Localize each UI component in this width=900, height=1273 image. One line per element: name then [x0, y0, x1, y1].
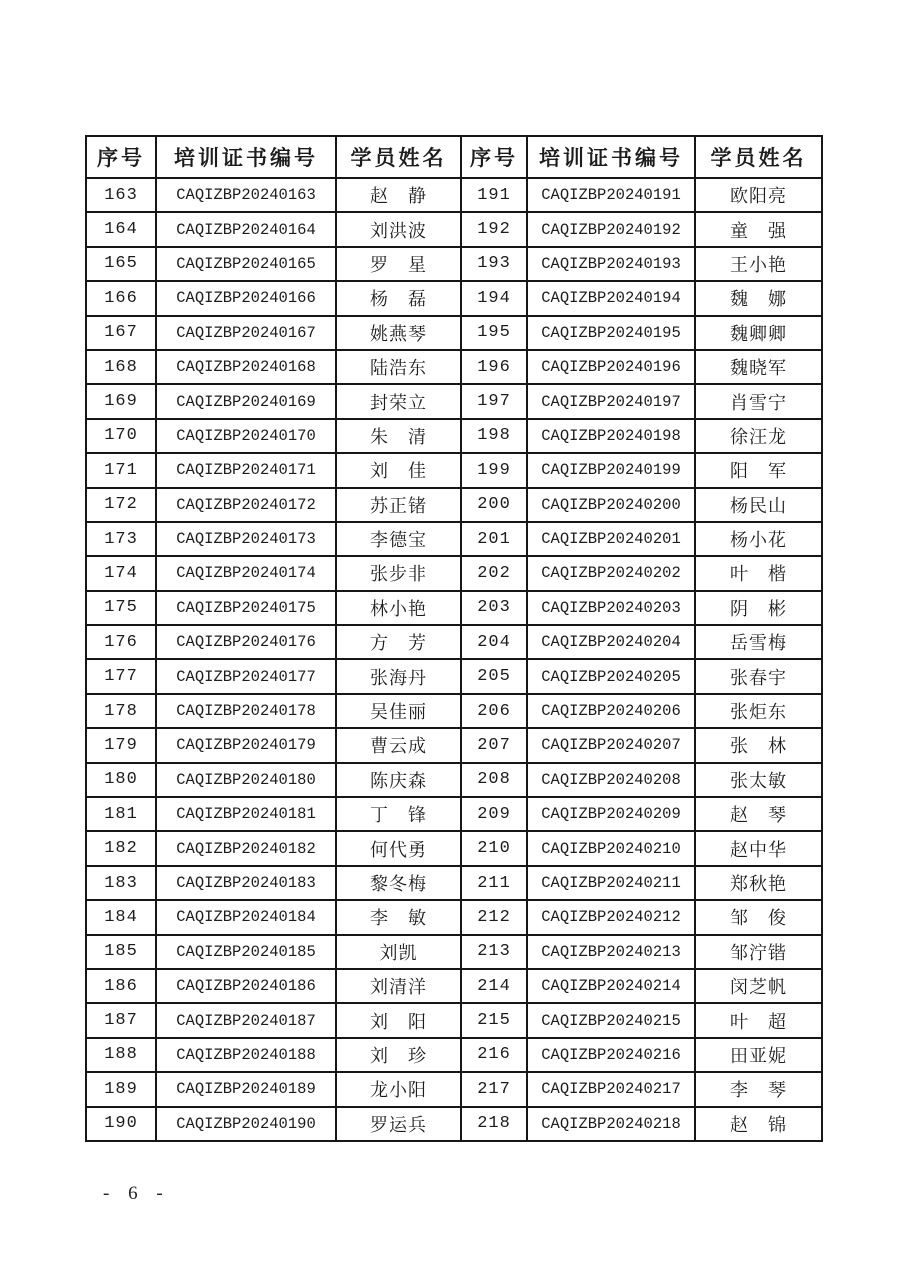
serial-cell-right: 211 — [461, 866, 527, 900]
serial-cell-right: 200 — [461, 488, 527, 522]
certificate-cell-right: CAQIZBP20240205 — [527, 659, 695, 693]
certificate-cell-right: CAQIZBP20240208 — [527, 763, 695, 797]
serial-cell-right: 213 — [461, 935, 527, 969]
serial-cell-right: 195 — [461, 316, 527, 350]
name-cell-left: 龙小阳 — [336, 1072, 461, 1106]
certificate-cell-left: CAQIZBP20240180 — [156, 763, 336, 797]
certificate-cell-right: CAQIZBP20240192 — [527, 212, 695, 246]
table-row — [86, 281, 822, 315]
table-header — [86, 136, 822, 178]
name-cell-right: 岳雪梅 — [695, 625, 822, 659]
name-cell-left: 刘凯 — [336, 935, 461, 969]
certificate-cell-left: CAQIZBP20240166 — [156, 281, 336, 315]
serial-cell-right: 212 — [461, 900, 527, 934]
table-row — [86, 763, 822, 797]
table-row — [86, 591, 822, 625]
certificate-cell-left: CAQIZBP20240182 — [156, 831, 336, 865]
certificate-cell-right: CAQIZBP20240210 — [527, 831, 695, 865]
table-row — [86, 247, 822, 281]
serial-cell-left: 165 — [86, 247, 156, 281]
certificate-cell-right: CAQIZBP20240195 — [527, 316, 695, 350]
certificate-cell-right: CAQIZBP20240203 — [527, 591, 695, 625]
serial-cell-right: 204 — [461, 625, 527, 659]
name-cell-left: 何代勇 — [336, 831, 461, 865]
name-cell-left: 李德宝 — [336, 522, 461, 556]
name-cell-right: 张 林 — [695, 728, 822, 762]
name-cell-right: 叶 超 — [695, 1003, 822, 1037]
name-cell-right: 王小艳 — [695, 247, 822, 281]
serial-cell-left: 179 — [86, 728, 156, 762]
name-cell-right: 魏晓军 — [695, 350, 822, 384]
certificate-cell-left: CAQIZBP20240183 — [156, 866, 336, 900]
table-row — [86, 488, 822, 522]
table-row — [86, 1072, 822, 1106]
serial-cell-right: 217 — [461, 1072, 527, 1106]
certificate-cell-left: CAQIZBP20240167 — [156, 316, 336, 350]
name-cell-right: 徐汪龙 — [695, 419, 822, 453]
certificate-cell-right: CAQIZBP20240197 — [527, 384, 695, 418]
table-row — [86, 453, 822, 487]
table-row — [86, 212, 822, 246]
name-cell-left: 陈庆森 — [336, 763, 461, 797]
name-cell-left: 赵 静 — [336, 178, 461, 212]
table-row — [86, 866, 822, 900]
serial-cell-right: 214 — [461, 969, 527, 1003]
certificate-cell-right: CAQIZBP20240200 — [527, 488, 695, 522]
table-row — [86, 316, 822, 350]
name-cell-left: 曹云成 — [336, 728, 461, 762]
certificate-cell-right: CAQIZBP20240213 — [527, 935, 695, 969]
name-cell-left: 黎冬梅 — [336, 866, 461, 900]
certificate-cell-right: CAQIZBP20240216 — [527, 1038, 695, 1072]
serial-cell-right: 201 — [461, 522, 527, 556]
certificate-cell-left: CAQIZBP20240186 — [156, 969, 336, 1003]
certificate-cell-left: CAQIZBP20240187 — [156, 1003, 336, 1037]
serial-cell-left: 167 — [86, 316, 156, 350]
certificate-cell-right: CAQIZBP20240211 — [527, 866, 695, 900]
certificate-cell-left: CAQIZBP20240190 — [156, 1107, 336, 1141]
serial-cell-right: 207 — [461, 728, 527, 762]
serial-cell-left: 185 — [86, 935, 156, 969]
table-row — [86, 625, 822, 659]
table-row — [86, 797, 822, 831]
serial-cell-right: 198 — [461, 419, 527, 453]
serial-cell-right: 210 — [461, 831, 527, 865]
serial-cell-left: 170 — [86, 419, 156, 453]
certificate-cell-left: CAQIZBP20240178 — [156, 694, 336, 728]
serial-cell-right: 216 — [461, 1038, 527, 1072]
name-cell-left: 刘清洋 — [336, 969, 461, 1003]
certificate-cell-right: CAQIZBP20240214 — [527, 969, 695, 1003]
serial-cell-right: 202 — [461, 556, 527, 590]
certificate-cell-left: CAQIZBP20240185 — [156, 935, 336, 969]
certificate-cell-right: CAQIZBP20240196 — [527, 350, 695, 384]
serial-cell-left: 184 — [86, 900, 156, 934]
table-row — [86, 522, 822, 556]
name-cell-left: 丁 锋 — [336, 797, 461, 831]
certificate-cell-left: CAQIZBP20240163 — [156, 178, 336, 212]
name-cell-right: 张炬东 — [695, 694, 822, 728]
header-certificate-left: 培训证书编号 — [156, 136, 336, 178]
table-row — [86, 350, 822, 384]
table-row — [86, 659, 822, 693]
serial-cell-left: 164 — [86, 212, 156, 246]
certificate-cell-left: CAQIZBP20240189 — [156, 1072, 336, 1106]
serial-cell-right: 193 — [461, 247, 527, 281]
name-cell-left: 苏正锗 — [336, 488, 461, 522]
table-row — [86, 178, 822, 212]
name-cell-right: 欧阳亮 — [695, 178, 822, 212]
name-cell-right: 赵 琴 — [695, 797, 822, 831]
name-cell-left: 李 敏 — [336, 900, 461, 934]
certificate-cell-right: CAQIZBP20240199 — [527, 453, 695, 487]
certificate-cell-left: CAQIZBP20240184 — [156, 900, 336, 934]
certificate-cell-right: CAQIZBP20240209 — [527, 797, 695, 831]
serial-cell-left: 190 — [86, 1107, 156, 1141]
serial-cell-left: 187 — [86, 1003, 156, 1037]
certificate-cell-left: CAQIZBP20240172 — [156, 488, 336, 522]
serial-cell-left: 172 — [86, 488, 156, 522]
name-cell-right: 阳 军 — [695, 453, 822, 487]
header-row — [86, 136, 822, 178]
certificate-cell-left: CAQIZBP20240188 — [156, 1038, 336, 1072]
serial-cell-left: 169 — [86, 384, 156, 418]
header-serial-right: 序号 — [461, 136, 527, 178]
certificate-cell-right: CAQIZBP20240191 — [527, 178, 695, 212]
serial-cell-right: 191 — [461, 178, 527, 212]
serial-cell-right: 206 — [461, 694, 527, 728]
name-cell-left: 刘 佳 — [336, 453, 461, 487]
serial-cell-right: 196 — [461, 350, 527, 384]
serial-cell-left: 166 — [86, 281, 156, 315]
certificate-cell-left: CAQIZBP20240177 — [156, 659, 336, 693]
serial-cell-left: 182 — [86, 831, 156, 865]
table-row — [86, 969, 822, 1003]
certificate-cell-left: CAQIZBP20240171 — [156, 453, 336, 487]
serial-cell-right: 205 — [461, 659, 527, 693]
certificate-cell-right: CAQIZBP20240204 — [527, 625, 695, 659]
name-cell-right: 阴 彬 — [695, 591, 822, 625]
certificate-cell-right: CAQIZBP20240193 — [527, 247, 695, 281]
table-row — [86, 1107, 822, 1141]
name-cell-right: 魏卿卿 — [695, 316, 822, 350]
serial-cell-left: 181 — [86, 797, 156, 831]
name-cell-left: 封荣立 — [336, 384, 461, 418]
name-cell-left: 林小艳 — [336, 591, 461, 625]
certificate-cell-left: CAQIZBP20240176 — [156, 625, 336, 659]
certificate-cell-right: CAQIZBP20240198 — [527, 419, 695, 453]
name-cell-left: 刘洪波 — [336, 212, 461, 246]
certificate-table — [85, 135, 823, 1142]
name-cell-right: 童 强 — [695, 212, 822, 246]
serial-cell-right: 194 — [461, 281, 527, 315]
table-row — [86, 419, 822, 453]
table-row — [86, 728, 822, 762]
name-cell-left: 陆浩东 — [336, 350, 461, 384]
name-cell-right: 叶 楷 — [695, 556, 822, 590]
name-cell-left: 刘 阳 — [336, 1003, 461, 1037]
serial-cell-left: 183 — [86, 866, 156, 900]
serial-cell-right: 218 — [461, 1107, 527, 1141]
certificate-cell-right: CAQIZBP20240212 — [527, 900, 695, 934]
serial-cell-left: 171 — [86, 453, 156, 487]
table-row — [86, 556, 822, 590]
certificate-cell-left: CAQIZBP20240173 — [156, 522, 336, 556]
header-serial-left: 序号 — [86, 136, 156, 178]
name-cell-right: 邹泞锴 — [695, 935, 822, 969]
name-cell-right: 邹 俊 — [695, 900, 822, 934]
certificate-table-container — [85, 135, 821, 1142]
page-number: - 6 - — [103, 1183, 170, 1204]
certificate-cell-right: CAQIZBP20240215 — [527, 1003, 695, 1037]
serial-cell-right: 192 — [461, 212, 527, 246]
serial-cell-left: 186 — [86, 969, 156, 1003]
certificate-cell-right: CAQIZBP20240206 — [527, 694, 695, 728]
table-row — [86, 831, 822, 865]
header-name-right: 学员姓名 — [695, 136, 822, 178]
name-cell-right: 李 琴 — [695, 1072, 822, 1106]
table-row — [86, 900, 822, 934]
serial-cell-right: 199 — [461, 453, 527, 487]
serial-cell-left: 175 — [86, 591, 156, 625]
name-cell-right: 杨民山 — [695, 488, 822, 522]
name-cell-right: 闵芝帆 — [695, 969, 822, 1003]
serial-cell-left: 180 — [86, 763, 156, 797]
name-cell-right: 杨小花 — [695, 522, 822, 556]
certificate-cell-left: CAQIZBP20240170 — [156, 419, 336, 453]
certificate-cell-left: CAQIZBP20240168 — [156, 350, 336, 384]
certificate-cell-left: CAQIZBP20240175 — [156, 591, 336, 625]
name-cell-left: 方 芳 — [336, 625, 461, 659]
name-cell-left: 刘 珍 — [336, 1038, 461, 1072]
name-cell-left: 张海丹 — [336, 659, 461, 693]
serial-cell-right: 197 — [461, 384, 527, 418]
serial-cell-left: 176 — [86, 625, 156, 659]
table-body — [86, 178, 822, 1141]
serial-cell-right: 208 — [461, 763, 527, 797]
certificate-cell-right: CAQIZBP20240194 — [527, 281, 695, 315]
certificate-cell-right: CAQIZBP20240218 — [527, 1107, 695, 1141]
serial-cell-left: 163 — [86, 178, 156, 212]
header-certificate-right: 培训证书编号 — [527, 136, 695, 178]
name-cell-left: 姚燕琴 — [336, 316, 461, 350]
certificate-cell-left: CAQIZBP20240174 — [156, 556, 336, 590]
table-row — [86, 1003, 822, 1037]
certificate-cell-right: CAQIZBP20240207 — [527, 728, 695, 762]
name-cell-right: 郑秋艳 — [695, 866, 822, 900]
serial-cell-left: 178 — [86, 694, 156, 728]
name-cell-left: 张步非 — [336, 556, 461, 590]
serial-cell-left: 168 — [86, 350, 156, 384]
name-cell-left: 罗 星 — [336, 247, 461, 281]
header-name-left: 学员姓名 — [336, 136, 461, 178]
certificate-cell-left: CAQIZBP20240165 — [156, 247, 336, 281]
name-cell-left: 朱 清 — [336, 419, 461, 453]
certificate-cell-right: CAQIZBP20240201 — [527, 522, 695, 556]
name-cell-right: 田亚妮 — [695, 1038, 822, 1072]
name-cell-right: 赵中华 — [695, 831, 822, 865]
certificate-cell-left: CAQIZBP20240164 — [156, 212, 336, 246]
serial-cell-left: 177 — [86, 659, 156, 693]
name-cell-left: 罗运兵 — [336, 1107, 461, 1141]
serial-cell-right: 215 — [461, 1003, 527, 1037]
name-cell-right: 肖雪宁 — [695, 384, 822, 418]
table-row — [86, 1038, 822, 1072]
certificate-cell-right: CAQIZBP20240202 — [527, 556, 695, 590]
name-cell-right: 魏 娜 — [695, 281, 822, 315]
serial-cell-right: 203 — [461, 591, 527, 625]
serial-cell-left: 188 — [86, 1038, 156, 1072]
table-row — [86, 935, 822, 969]
table-row — [86, 384, 822, 418]
name-cell-left: 吴佳丽 — [336, 694, 461, 728]
serial-cell-left: 189 — [86, 1072, 156, 1106]
serial-cell-left: 174 — [86, 556, 156, 590]
certificate-cell-left: CAQIZBP20240179 — [156, 728, 336, 762]
certificate-cell-right: CAQIZBP20240217 — [527, 1072, 695, 1106]
name-cell-right: 张太敏 — [695, 763, 822, 797]
name-cell-left: 杨 磊 — [336, 281, 461, 315]
certificate-cell-left: CAQIZBP20240181 — [156, 797, 336, 831]
name-cell-right: 赵 锦 — [695, 1107, 822, 1141]
serial-cell-right: 209 — [461, 797, 527, 831]
certificate-cell-left: CAQIZBP20240169 — [156, 384, 336, 418]
name-cell-right: 张春宇 — [695, 659, 822, 693]
table-row — [86, 694, 822, 728]
serial-cell-left: 173 — [86, 522, 156, 556]
